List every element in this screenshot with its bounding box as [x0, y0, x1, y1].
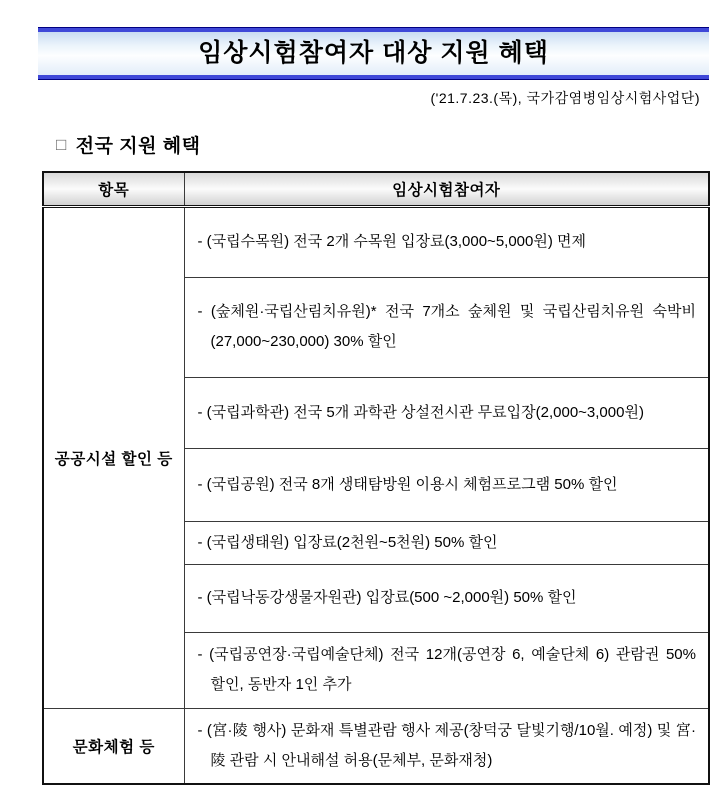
document-title-banner [38, 28, 709, 79]
benefits-table [42, 171, 710, 785]
benefit-item: - (국립낙동강생물자원관) 입장료(500 ~2,000원) 50% 할인 [197, 589, 577, 606]
category-cell-cultural-experience: 문화체험 등 [43, 708, 184, 784]
benefit-cell [184, 206, 709, 277]
column-header-item: 항목 [43, 172, 184, 206]
benefit-item: - (숲체원·국립산림치유원)* 전국 7개소 숲체원 및 국립산림치유원 숙박비 (27,000~230,000) 30% 할인 [197, 303, 696, 350]
square-bullet-icon: □ [56, 135, 67, 154]
benefit-cell [184, 564, 709, 632]
benefit-item: - (국립공원) 전국 8개 생태탐방원 이용시 체험프로그램 50% 할인 [197, 475, 618, 493]
benefit-cell [184, 277, 709, 377]
benefit-item: - (국립생태원) 입장료(2천원~5천원) 50% 할인 [197, 533, 498, 551]
benefit-cell [184, 521, 709, 564]
table-row [43, 206, 709, 277]
table-row [43, 708, 709, 784]
benefit-cell [184, 632, 709, 708]
category-cell-public-facilities: 공공시설 할인 등 [43, 206, 184, 708]
benefit-item: - (국립과학관) 전국 5개 과학관 상설전시관 무료입장(2,000~3,000원) [197, 403, 644, 421]
benefit-item: - (국립공연장·국립예술단체) 전국 12개(공연장 6, 예술단체 6) 관람권 50% 할인, 동반자 1인 추가 [197, 646, 696, 693]
benefit-item: - (국립수목원) 전국 2개 수목원 입장료(3,000~5,000원) 면제 [197, 233, 586, 250]
document-title: 임상시험참여자 대상 지원 혜택 [198, 39, 549, 67]
column-header-participant: 임상시험참여자 [184, 172, 709, 206]
section-heading [56, 131, 712, 158]
benefit-cell [184, 708, 709, 784]
section-heading-label: 전국 지원 혜택 [75, 136, 201, 157]
date-source-line: ('21.7.23.(목), 국가감염병임상시험사업단) [430, 90, 700, 106]
table-header-row [43, 172, 709, 206]
benefit-cell [184, 448, 709, 521]
benefit-cell [184, 377, 709, 448]
benefit-item: - (宮·陵 행사) 문화재 특별관람 행사 제공(창덕궁 달빛기행/10월. 예정) 및 宮·陵 관람 시 안내해설 허용(문체부, 문화재청) [197, 721, 696, 769]
